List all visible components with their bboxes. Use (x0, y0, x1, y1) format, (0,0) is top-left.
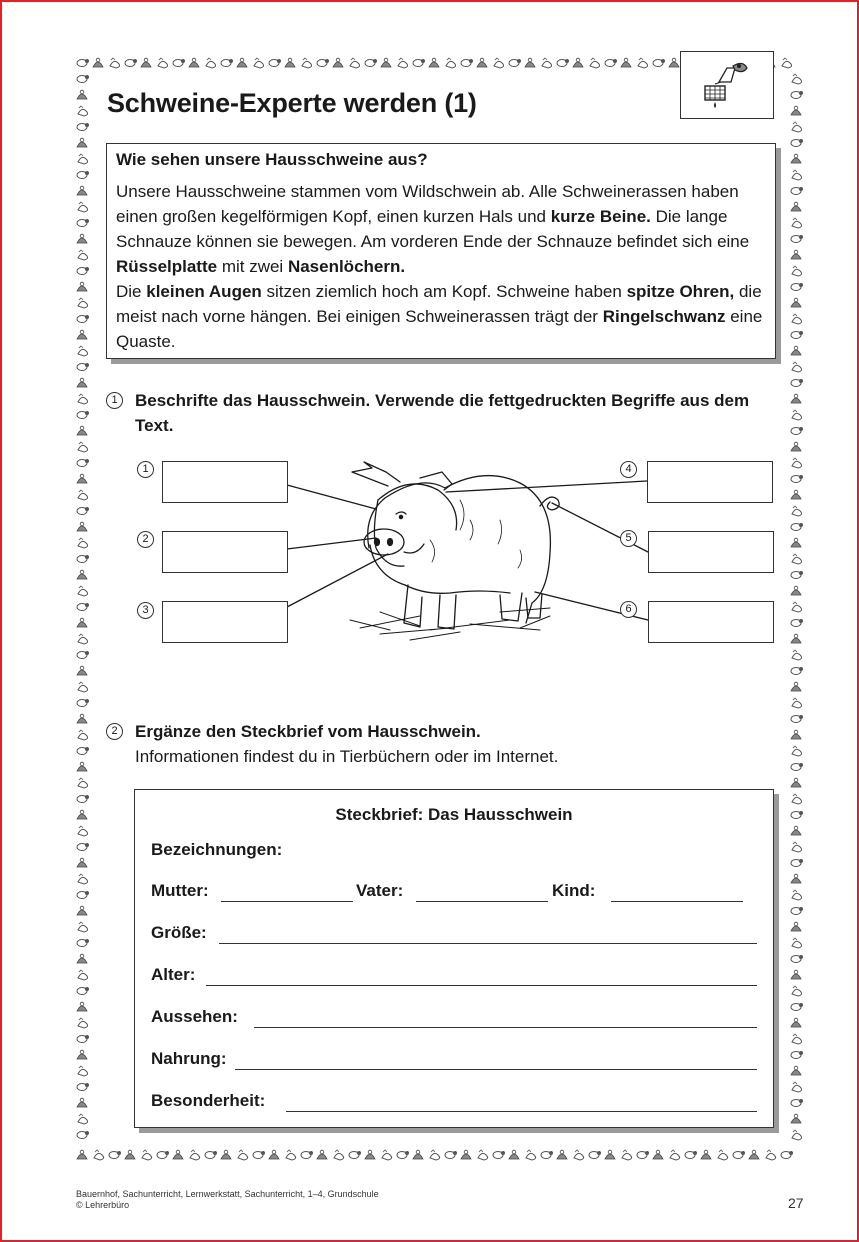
task-number-2: 2 (106, 723, 123, 740)
label-box-5[interactable] (648, 531, 774, 573)
task-1 (106, 388, 756, 438)
task-1-instruction: Beschrifte das Hausschwein. Verwende die fettgedruckten Begriffe aus dem Text. (135, 391, 750, 435)
footer-source (76, 1189, 379, 1211)
page-title: Schweine-Experte werden (1) (107, 88, 477, 118)
decorative-border-left (76, 72, 90, 1146)
profile-title: Steckbrief: Das Hausschwein (335, 805, 573, 824)
task-2-instruction: Ergänze den Steckbrief vom Hausschwein. (135, 722, 481, 741)
age-field[interactable] (206, 985, 757, 986)
label-number-2: 2 (137, 531, 154, 548)
child-label: Kind: (552, 881, 596, 900)
label-number-3: 3 (137, 602, 154, 619)
father-label: Vater: (356, 881, 404, 900)
info-text: Unsere Hausschweine stammen vom Wildschwein ab. Alle Schweinerassen haben einen großen kegelförmigen Kopf, einen kurzen Hals und kurze Beine. Die lange Schnauze können sie bewegen. Am vorderen Ende der Schnauze befindet sich eine Rüsselplatte mit zwei Nasenlöchern. Die kleinen Augen sitzen ziemlich hoch am Kopf. Schweine haben spitze Ohren, die meist nach vorne hängen. Bei einigen Schweinerassen trägt der Ringelschwanz eine Quaste. (116, 182, 763, 351)
age-label: Alter: (151, 965, 196, 984)
profile-card (134, 789, 774, 1128)
footer-source-line-2: © Lehrerbüro (76, 1200, 130, 1210)
label-box-3[interactable] (162, 601, 288, 643)
label-number-4: 4 (620, 461, 637, 478)
size-label: Größe: (151, 923, 207, 942)
task-number-1: 1 (106, 392, 123, 409)
label-number-5: 5 (620, 530, 637, 547)
label-box-4[interactable] (647, 461, 773, 503)
designations-label: Bezeichnungen: (151, 840, 283, 859)
info-heading: Wie sehen unsere Hausschweine aus? (116, 150, 428, 169)
task-2-hint: Informationen findest du in Tierbüchern oder im Internet. (135, 747, 559, 766)
info-box (106, 143, 776, 359)
appearance-label: Aussehen: (151, 1007, 238, 1026)
task-2 (106, 719, 756, 769)
label-box-6[interactable] (648, 601, 774, 643)
mother-field[interactable] (221, 901, 353, 902)
father-field[interactable] (416, 901, 548, 902)
special-field[interactable] (286, 1111, 757, 1112)
label-box-1[interactable] (162, 461, 288, 503)
appearance-field[interactable] (254, 1027, 757, 1028)
page-number: 27 (788, 1195, 804, 1211)
decorative-border-bottom (76, 1148, 804, 1162)
special-label: Besonderheit: (151, 1091, 266, 1110)
label-box-2[interactable] (162, 531, 288, 573)
watering-can-icon (680, 51, 774, 119)
label-number-6: 6 (620, 601, 637, 618)
mother-label: Mutter: (151, 881, 209, 900)
decorative-border-right (790, 72, 804, 1146)
label-number-1: 1 (137, 461, 154, 478)
food-field[interactable] (235, 1069, 757, 1070)
child-field[interactable] (611, 901, 743, 902)
footer-source-line-1: Bauernhof, Sachunterricht, Lernwerkstatt, Sachunterricht, 1–4, Grundschule (76, 1189, 379, 1199)
size-field[interactable] (219, 943, 757, 944)
food-label: Nahrung: (151, 1049, 227, 1068)
